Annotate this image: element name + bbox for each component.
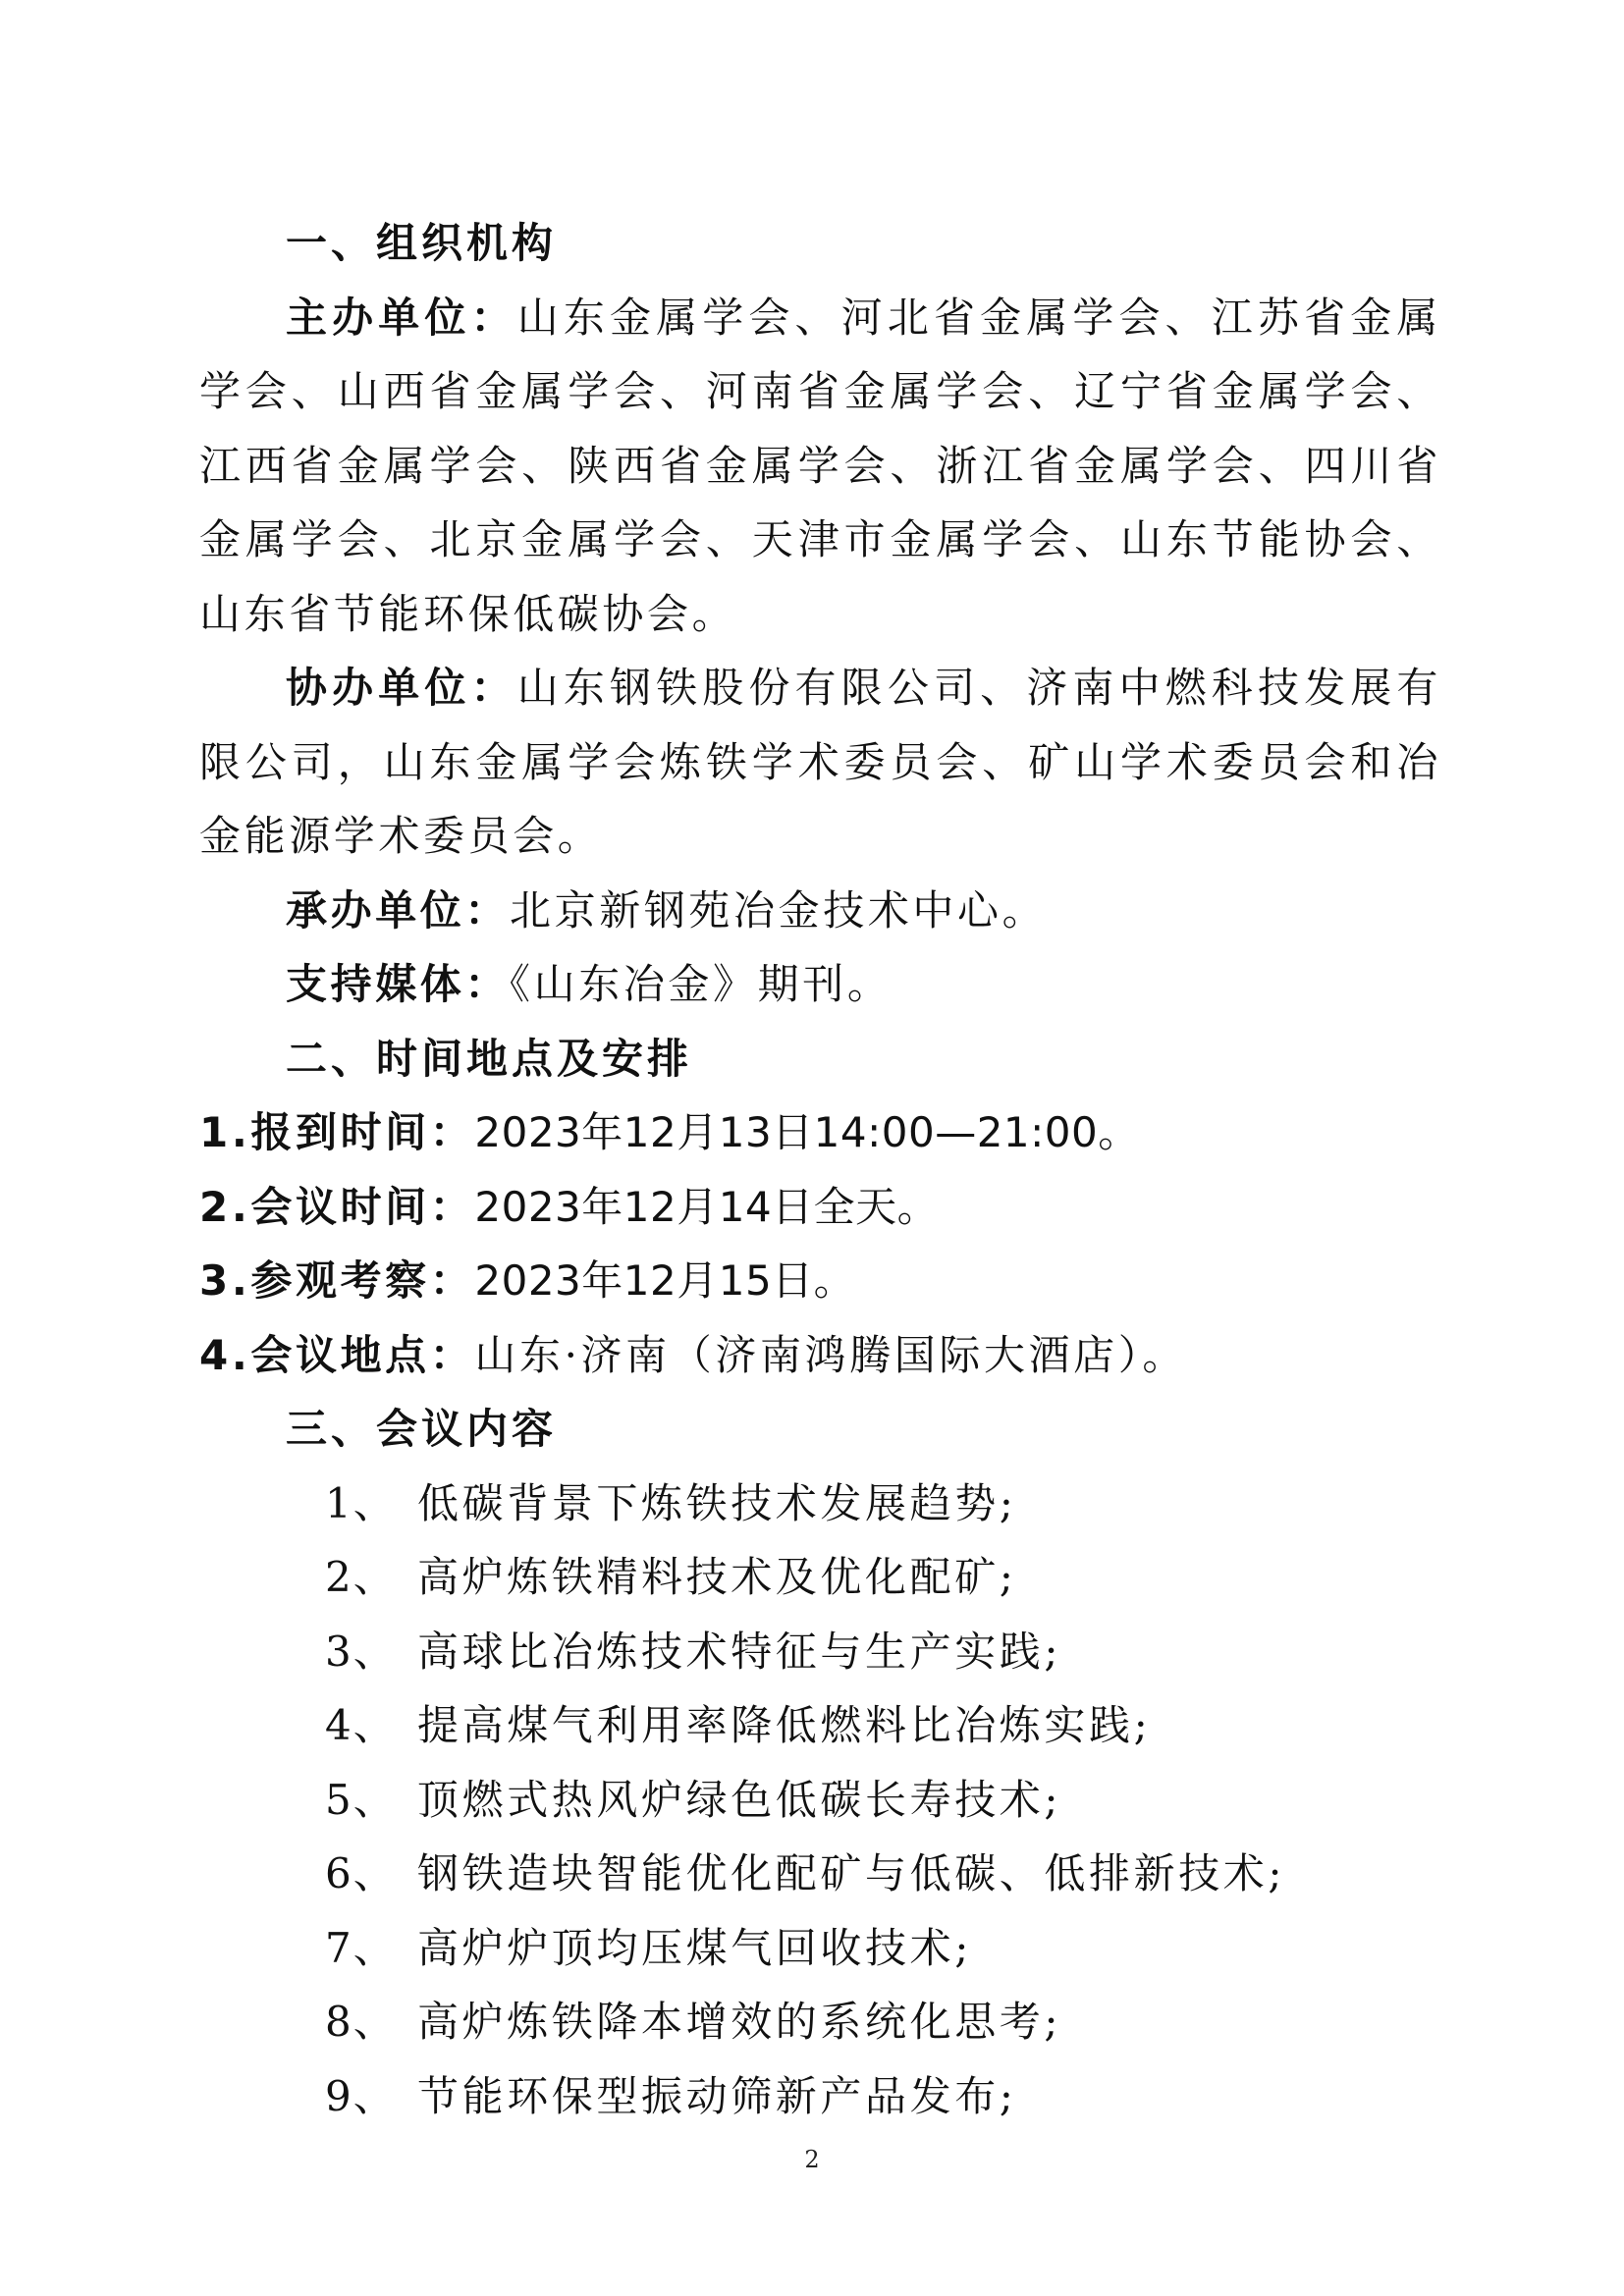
cohost-units-label: 协办单位： — [286, 664, 517, 712]
cohost-units-text: 山东钢铁股份有限公司、济南中燃科技发展有限公司，山东金属学会炼铁学术委员会、矿山学术委员会和冶金能源学术委员会。 — [199, 664, 1441, 860]
host-units-label: 主办单位： — [286, 293, 517, 342]
list-item-number: 6、 — [325, 1849, 397, 1897]
list-item — [199, 1615, 1441, 1689]
list-item-text: 高炉炉顶均压煤气回收技术; — [417, 1923, 972, 1972]
list-item-text: 节能环保型振动筛新产品发布; — [417, 2071, 1017, 2120]
list-item-number: 2、 — [325, 1553, 397, 1601]
schedule-value: 2023年12月15日。 — [474, 1256, 856, 1305]
section-heading-organization: 一、组织机构 — [286, 219, 558, 267]
meeting-topics-list — [199, 1467, 1441, 2134]
media-label: 支持媒体： — [286, 960, 511, 1008]
list-item-number: 3、 — [325, 1627, 397, 1676]
host-units-paragraph — [199, 281, 1441, 652]
schedule-item-venue — [199, 1318, 1441, 1393]
organizer-paragraph — [199, 874, 1441, 948]
list-item — [199, 1467, 1441, 1541]
list-item-number: 9、 — [325, 2071, 397, 2120]
list-item — [199, 1540, 1441, 1615]
schedule-item-visit — [199, 1244, 1441, 1318]
organizer-text: 北京新钢苑冶金技术中心。 — [510, 885, 1048, 934]
schedule-label: 3.参观考察： — [199, 1256, 475, 1305]
list-item-text: 高炉炼铁降本增效的系统化思考; — [417, 1998, 1062, 2046]
schedule-label: 2.会议时间： — [199, 1182, 475, 1231]
schedule-value: 山东·济南（济南鸿腾国际大酒店）。 — [474, 1330, 1187, 1379]
list-item — [199, 1688, 1441, 1763]
list-item-number: 5、 — [325, 1775, 397, 1824]
schedule-value: 2023年12月13日14:00—21:00。 — [474, 1108, 1140, 1156]
list-item-text: 顶燃式热风炉绿色低碳长寿技术; — [417, 1775, 1062, 1824]
list-item-number: 4、 — [325, 1701, 397, 1749]
list-item-number: 8、 — [325, 1998, 397, 2046]
media-paragraph — [199, 947, 1441, 1022]
document-body — [199, 206, 1441, 2133]
list-item — [199, 1985, 1441, 2059]
list-item-text: 提高煤气利用率降低燃料比冶炼实践; — [417, 1701, 1152, 1749]
list-item-text: 低碳背景下炼铁技术发展趋势; — [417, 1478, 1017, 1527]
page-number: 2 — [804, 2146, 820, 2173]
host-units-text: 山东金属学会、河北省金属学会、江苏省金属学会、山西省金属学会、河南省金属学会、辽宁省金属学会、江西省金属学会、陕西省金属学会、浙江省金属学会、四川省金属学会、北京金属学会、天津市金属学会、山东节能协会、山东省节能环保低碳协会。 — [199, 293, 1441, 638]
schedule-item-registration — [199, 1095, 1441, 1170]
list-item-number: 1、 — [325, 1478, 397, 1527]
schedule-item-meeting-time — [199, 1170, 1441, 1245]
list-item — [199, 1763, 1441, 1838]
list-item — [199, 1837, 1441, 1911]
schedule-label: 4.会议地点： — [199, 1330, 475, 1379]
section-heading-schedule: 二、时间地点及安排 — [286, 1034, 693, 1083]
media-text: 《山东冶金》期刊。 — [510, 960, 893, 1008]
list-item-number: 7、 — [325, 1923, 397, 1972]
list-item — [199, 1911, 1441, 1986]
organizer-label: 承办单位： — [286, 885, 511, 934]
list-item-text: 高球比冶炼技术特征与生产实践; — [417, 1627, 1062, 1676]
cohost-units-paragraph — [199, 651, 1441, 874]
schedule-label: 1.报到时间： — [199, 1108, 475, 1156]
list-item — [199, 2059, 1441, 2134]
schedule-value: 2023年12月14日全天。 — [474, 1182, 940, 1231]
list-item-text: 高炉炼铁精料技术及优化配矿; — [417, 1553, 1017, 1601]
list-item-text: 钢铁造块智能优化配矿与低碳、低排新技术; — [417, 1849, 1286, 1897]
section-heading-content: 三、会议内容 — [286, 1405, 558, 1453]
